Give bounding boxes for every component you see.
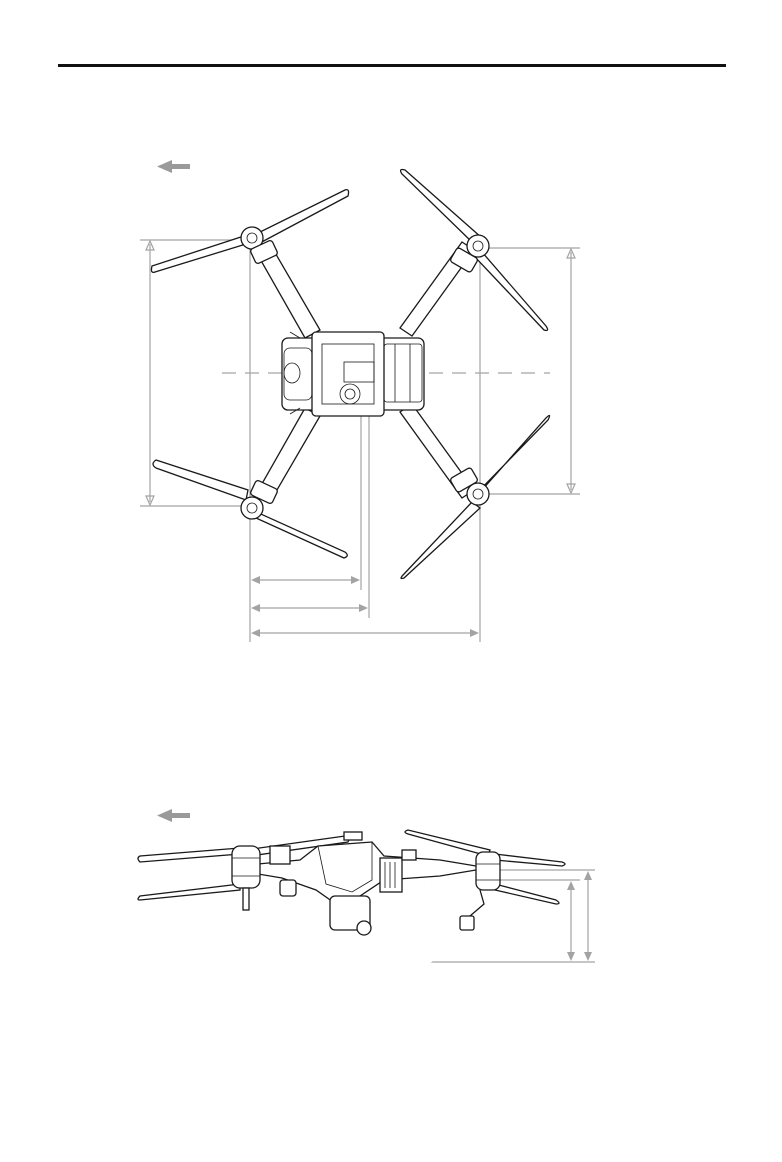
dimension-lines [140,240,580,642]
dimension-lines [430,870,595,962]
front-direction-arrow-icon [157,809,190,822]
drone-body [282,332,424,416]
top-view-diagram [0,140,782,660]
header-rule [58,64,726,67]
front-direction-arrow-icon [157,160,190,173]
side-view-diagram [0,790,782,980]
